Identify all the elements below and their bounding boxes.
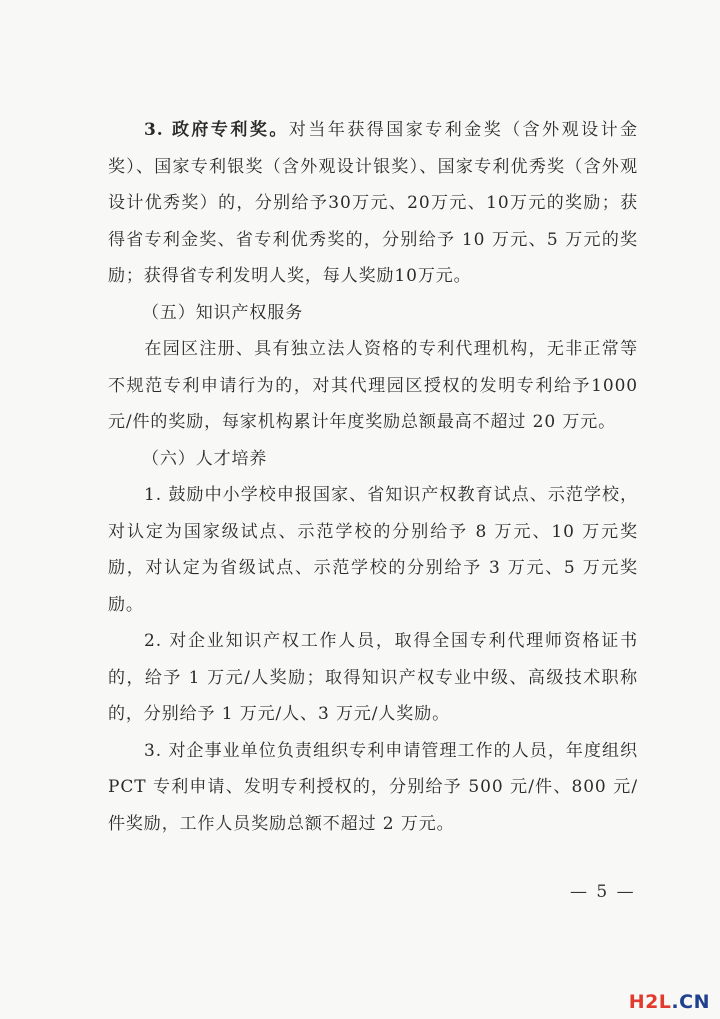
document-body bbox=[108, 112, 638, 842]
section-heading-ip-service: （五）知识产权服务 bbox=[142, 302, 304, 323]
paragraph-talent-1 bbox=[108, 477, 638, 623]
watermark-part2: .CN bbox=[671, 991, 710, 1013]
watermark-logo bbox=[629, 991, 710, 1013]
paragraph-talent-2 bbox=[108, 623, 638, 733]
watermark-part1: H2L bbox=[628, 991, 672, 1013]
paragraph-government-patent-award bbox=[108, 112, 638, 295]
paragraph-text: 在园区注册、具有独立法人资格的专利代理机构，无非正常等不规范专利申请行为的，对其代理园区授权的发明专利给予1000 元/件的奖励，每家机构累计年度奖励总额最高不超过 20 万元。 bbox=[108, 339, 638, 432]
section-heading-talent: （六）人才培养 bbox=[142, 448, 268, 469]
paragraph-text: 2. 对企业知识产权工作人员，取得全国专利代理师资格证书的，给予 1 万元/人奖励；取得知识产权专业中级、高级技术职称的，分别给予 1 万元/人、3 万元/人奖励。 bbox=[108, 631, 638, 724]
paragraph-lead: 3. 政府专利奖。 bbox=[144, 120, 289, 140]
paragraph-talent-3 bbox=[108, 733, 638, 843]
paragraph-text: 3. 对企事业单位负责组织专利申请管理工作的人员，年度组织 PCT 专利申请、发明专利授权的，分别给予 500 元/件、800 元/件奖励，工作人员奖励总额不超过 2 万元。 bbox=[108, 740, 638, 834]
paragraph-text: 对当年获得国家专利金奖（含外观设计金奖）、国家专利银奖（含外观设计银奖）、国家专利优秀奖（含外观设计优秀奖）的，分别给予30万元、20万元、10万元的奖励；获得省专利金奖、省专利优秀奖的，分别给予 10 万元、5 万元的奖励；获得省专利发明人奖，每人奖励10万元。 bbox=[108, 120, 638, 286]
paragraph-ip-service bbox=[108, 331, 638, 441]
page-number: — 5 — bbox=[570, 882, 636, 902]
paragraph-text: 1. 鼓励中小学校申报国家、省知识产权教育试点、示范学校，对认定为国家级试点、示范学校的分别给予 8 万元、10 万元奖励，对认定为省级试点、示范学校的分别给予 3 万元、5 万元奖励。 bbox=[108, 485, 638, 615]
